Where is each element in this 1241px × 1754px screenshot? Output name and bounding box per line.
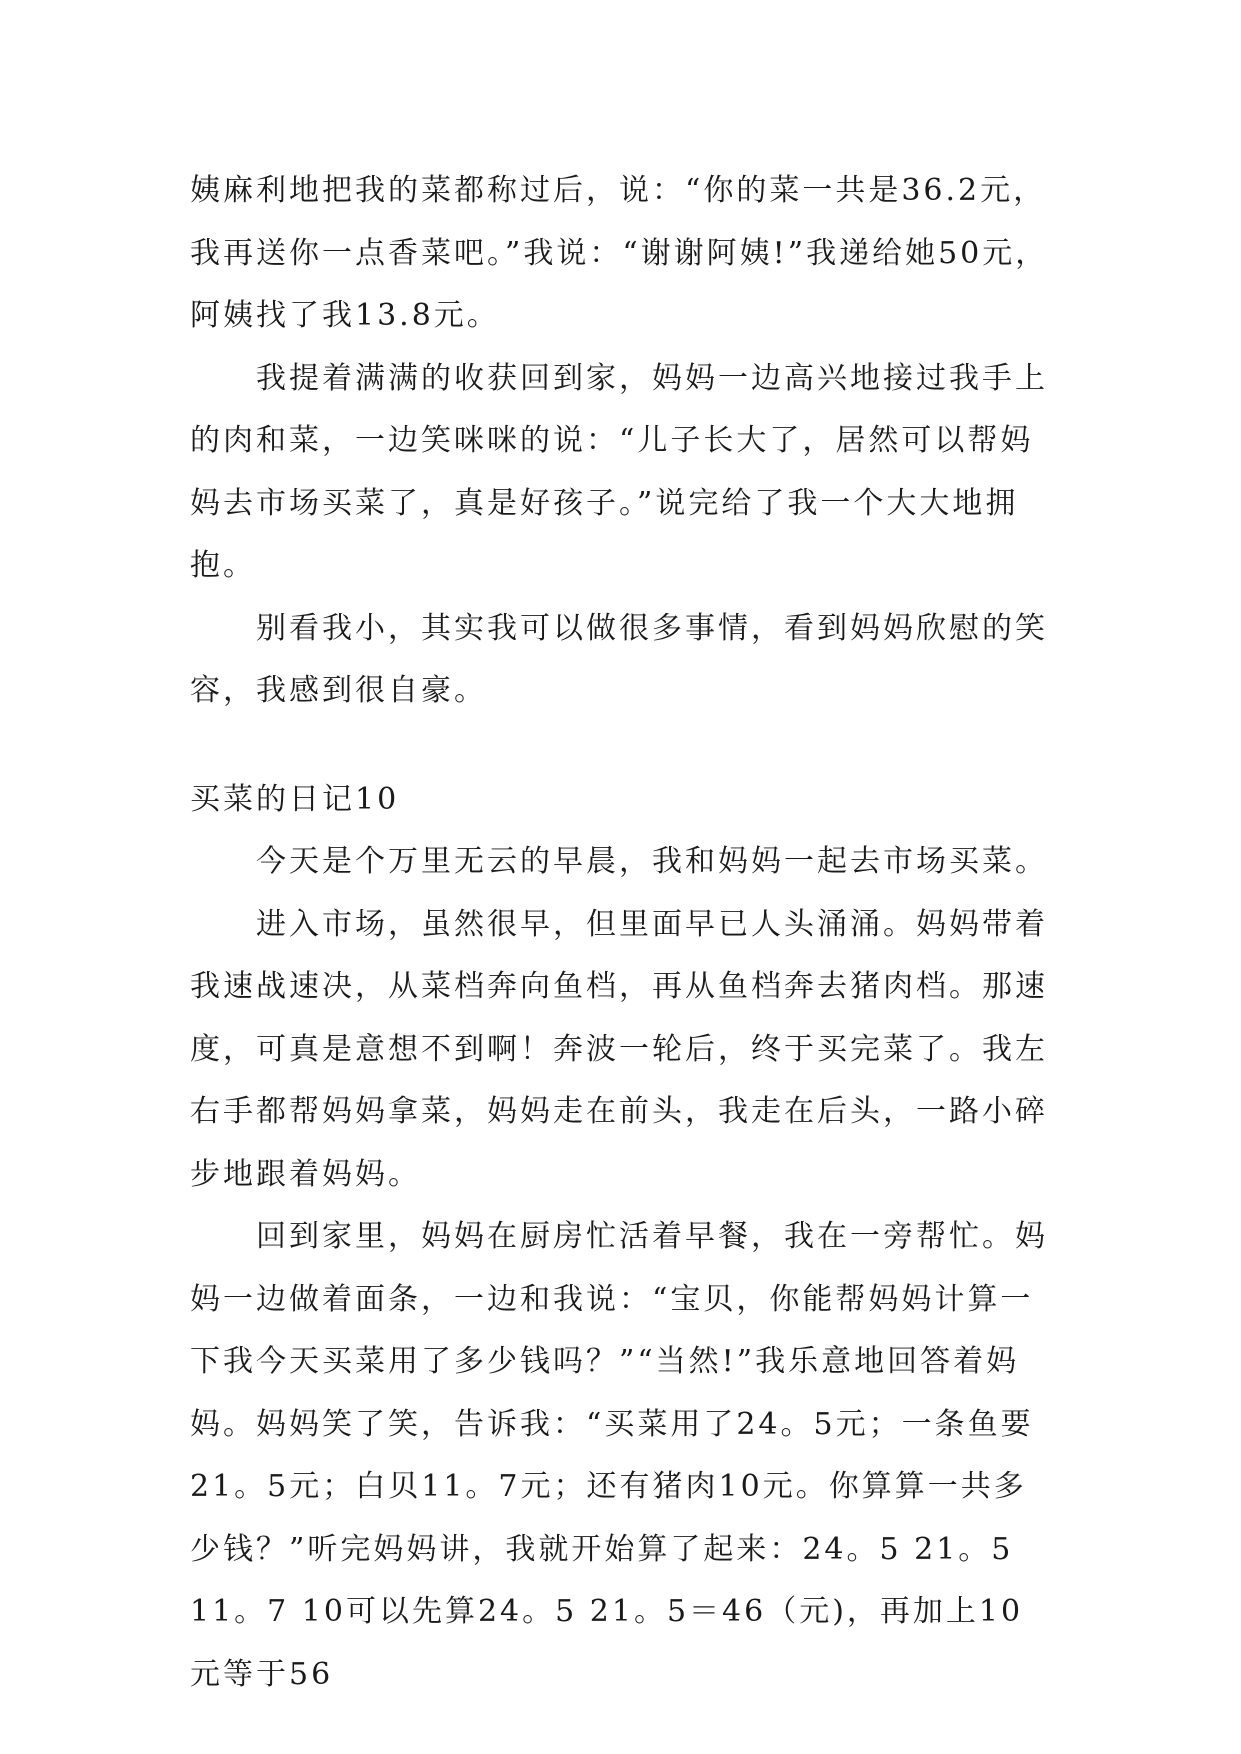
- paragraph-market: 进入市场，虽然很早，但里面早已人头涌涌。妈妈带着我速战速决，从菜档奔向鱼档，再从鱼档奔去猪肉档。那速度，可真是意想不到啊！奔波一轮后，终于买完菜了。我左右手都帮妈妈拿菜，妈妈走在前头，我走在后头，一路小碎步地跟着妈妈。: [190, 906, 1048, 1192]
- paragraph-conclusion: 别看我小，其实我可以做很多事情，看到妈妈欣慰的笑容，我感到很自豪。: [190, 610, 1048, 708]
- diary-heading: 买菜的日记10: [190, 781, 400, 817]
- paragraph-morning: 今天是个万里无云的早晨，我和妈妈一起去市场买菜。: [256, 844, 1048, 879]
- paragraph-calculation: 回到家里，妈妈在厨房忙活着早餐，我在一旁帮忙。妈妈一边做着面条，一边和我说：“宝贝，你能帮妈妈计算一下我今天买菜用了多少钱吗？”“当然!”我乐意地回答着妈妈。妈妈笑了笑，告诉我：“买菜用了24。5元；一条鱼要21。5元；白贝11。7元；还有猪肉10元。你算算一共多少钱？”听完妈妈讲，我就开始算了起来：24。5 21。5 11。7 10可以先算24。5 21。5＝46（元)，再加上10元等于56: [190, 1219, 1048, 1692]
- document-body: [190, 160, 1050, 1706]
- paragraph-continuation: 姨麻利地把我的菜都称过后，说：“你的菜一共是36.2元，我再送你一点香菜吧。”我说：“谢谢阿姨!”我递给她50元，阿姨找了我13.8元。: [190, 173, 1049, 333]
- paragraph-return-home: 我提着满满的收获回到家，妈妈一边高兴地接过我手上的肉和菜，一边笑咪咪的说：“儿子长大了，居然可以帮妈妈去市场买菜了，真是好孩子。”说完给了我一个大大地拥抱。: [190, 360, 1048, 583]
